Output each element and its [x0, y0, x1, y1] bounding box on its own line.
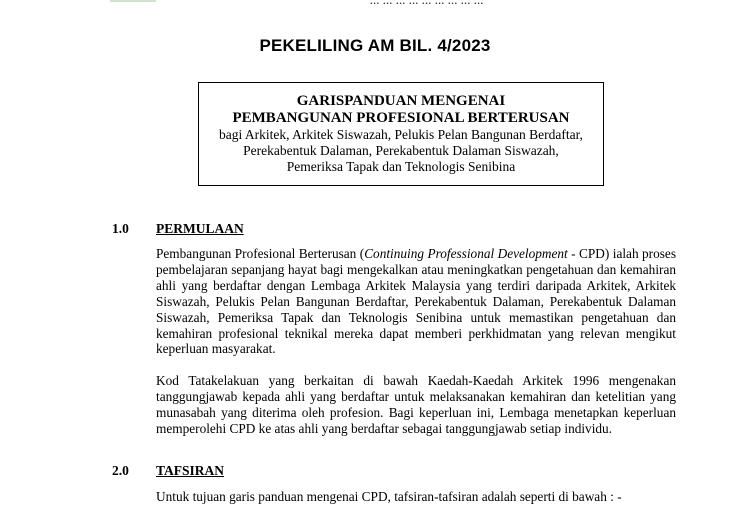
section2-number: 2.0: [112, 463, 129, 478]
box-heading-line2: PEMBANGUNAN PROFESIONAL BERTERUSAN: [232, 110, 570, 126]
section1-para1-part-a: Pembangunan Profesional Berterusan (: [156, 246, 365, 261]
top-accent-bar: [110, 0, 156, 2]
section2-title: TAFSIRAN: [156, 463, 225, 478]
title-box: [198, 82, 604, 186]
box-sub-line2: Perekabentuk Dalaman, Perekabentuk Dalaman Siswazah,: [243, 143, 559, 158]
box-heading-line1: GARISPANDUAN MENGENAI: [296, 93, 506, 109]
box-sub-line3: Pemeriksa Tapak dan Teknologis Senibina: [286, 159, 516, 174]
section1-paragraph2: Kod Tatakelakuan yang berkaitan di bawah Kaedah-Kaedah Arkitek 1996 mengenakan tanggungjawab kepada ahli yang berdaftar untuk melaksanakan kemahiran dan ketelitian yang munasabah yang diterima oleh profesion. Bagi keperluan ini, Lembaga menetapkan keperluan memperolehi CPD ke atas ahli yang berdaftar sebagai tanggungjawab setiap individu.: [156, 373, 676, 436]
section1-para1-italic: Continuing Professional Development: [364, 246, 568, 261]
page-title: PEKELILING AM BIL. 4/2023: [259, 36, 491, 55]
section1-para1-part-b: - CPD) ialah proses pembelajaran sepanjang hayat bagi mengekalkan atau meningkatkan pengetahuan dan kemahiran ahli yang berdaftar dengan Lembaga Arkitek Malaysia yang terdiri daripada Arkitek, Arkitek Siswazah, Pelukis Pelan Bangunan Berdaftar, Perekabentuk Dalaman, Perekabentuk Dalaman Siswazah, Pemeriksa Tapak dan Teknologis Senibina untuk memastikan pengetahuan dan kemahiran profesional teknikal mereka dapat memberi perkhidmatan yang relevan mengikut keperluan masyarakat.: [156, 246, 676, 357]
section1-paragraph1: [156, 246, 676, 357]
section1-number: 1.0: [112, 221, 129, 236]
section1-title: PERMULAAN: [156, 221, 244, 236]
top-text-fragment: [370, 0, 484, 8]
section2-paragraph1: Untuk tujuan garis panduan mengenai CPD, tafsiran-tafsiran adalah seperti di bawah : -: [156, 489, 622, 504]
box-sub-line1: bagi Arkitek, Arkitek Siswazah, Pelukis Pelan Bangunan Berdaftar,: [219, 127, 583, 142]
